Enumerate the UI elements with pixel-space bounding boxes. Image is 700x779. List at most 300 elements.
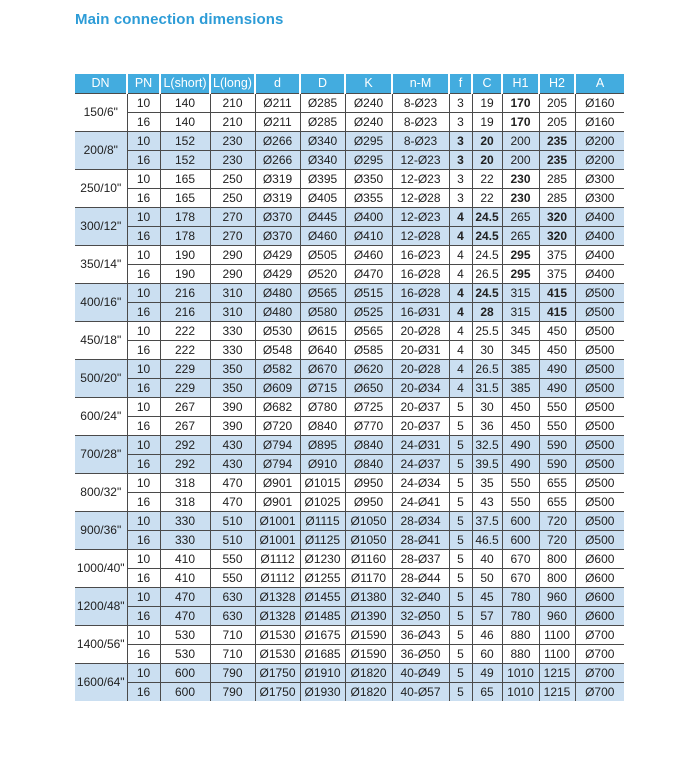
cell-f: 4 <box>449 321 472 340</box>
cell-l-long: 630 <box>210 587 255 606</box>
cell-d: Ø319 <box>255 169 300 188</box>
cell-a: Ø200 <box>575 150 624 169</box>
cell-l-short: 330 <box>160 511 210 530</box>
cell-c: 30 <box>472 397 502 416</box>
cell-f: 4 <box>449 264 472 283</box>
cell-l-short: 530 <box>160 644 210 663</box>
cell-l-short: 267 <box>160 416 210 435</box>
cell-a: Ø500 <box>575 378 624 397</box>
cell-h1: 1010 <box>502 682 539 701</box>
cell-d: Ø901 <box>255 473 300 492</box>
cell-d: Ø285 <box>300 93 345 112</box>
cell-d: Ø1112 <box>255 549 300 568</box>
cell-d: Ø429 <box>255 264 300 283</box>
cell-n-m: 28-Ø41 <box>392 530 449 549</box>
cell-c: 20 <box>472 150 502 169</box>
cell-dn: 800/32" <box>75 473 127 511</box>
table-row <box>75 682 624 701</box>
table-row <box>75 264 624 283</box>
cell-n-m: 32-Ø40 <box>392 587 449 606</box>
cell-h1: 450 <box>502 416 539 435</box>
cell-a: Ø700 <box>575 682 624 701</box>
cell-h1: 315 <box>502 302 539 321</box>
cell-l-long: 290 <box>210 264 255 283</box>
cell-pn: 16 <box>127 302 160 321</box>
cell-l-short: 318 <box>160 473 210 492</box>
cell-d: Ø1001 <box>255 511 300 530</box>
cell-c: 31.5 <box>472 378 502 397</box>
column-header-h1: H1 <box>502 74 539 93</box>
cell-c: 43 <box>472 492 502 511</box>
table-row <box>75 511 624 530</box>
cell-h1: 670 <box>502 568 539 587</box>
cell-a: Ø400 <box>575 226 624 245</box>
cell-d: Ø211 <box>255 93 300 112</box>
cell-pn: 10 <box>127 169 160 188</box>
table-body <box>75 93 624 701</box>
table-row <box>75 321 624 340</box>
cell-pn: 16 <box>127 226 160 245</box>
cell-d: Ø548 <box>255 340 300 359</box>
cell-h1: 230 <box>502 188 539 207</box>
cell-d: Ø480 <box>255 302 300 321</box>
cell-h1: 295 <box>502 264 539 283</box>
cell-k: Ø295 <box>345 150 392 169</box>
column-header-dn: DN <box>75 74 127 93</box>
cell-dn: 600/24" <box>75 397 127 435</box>
cell-h2: 490 <box>539 378 575 397</box>
cell-a: Ø500 <box>575 397 624 416</box>
cell-n-m: 20-Ø28 <box>392 321 449 340</box>
table-row <box>75 644 624 663</box>
cell-f: 3 <box>449 150 472 169</box>
cell-l-long: 290 <box>210 245 255 264</box>
connection-dimensions-table <box>75 74 624 701</box>
table-row <box>75 93 624 112</box>
table-row <box>75 283 624 302</box>
cell-pn: 16 <box>127 492 160 511</box>
cell-dn: 1000/40" <box>75 549 127 587</box>
cell-c: 40 <box>472 549 502 568</box>
cell-k: Ø1390 <box>345 606 392 625</box>
cell-h2: 205 <box>539 112 575 131</box>
cell-n-m: 8-Ø23 <box>392 112 449 131</box>
cell-a: Ø300 <box>575 188 624 207</box>
cell-h2: 375 <box>539 264 575 283</box>
cell-f: 5 <box>449 435 472 454</box>
cell-d: Ø609 <box>255 378 300 397</box>
cell-k: Ø350 <box>345 169 392 188</box>
cell-n-m: 20-Ø31 <box>392 340 449 359</box>
cell-k: Ø470 <box>345 264 392 283</box>
table-row <box>75 302 624 321</box>
cell-pn: 10 <box>127 511 160 530</box>
cell-n-m: 28-Ø44 <box>392 568 449 587</box>
cell-n-m: 12-Ø23 <box>392 169 449 188</box>
cell-k: Ø840 <box>345 454 392 473</box>
cell-l-long: 390 <box>210 416 255 435</box>
cell-f: 5 <box>449 397 472 416</box>
cell-f: 5 <box>449 587 472 606</box>
cell-f: 5 <box>449 682 472 701</box>
cell-a: Ø500 <box>575 473 624 492</box>
cell-d: Ø1530 <box>255 625 300 644</box>
cell-c: 39.5 <box>472 454 502 473</box>
column-header-pn: PN <box>127 74 160 93</box>
table-row <box>75 549 624 568</box>
table-row <box>75 568 624 587</box>
column-header-l-short: L(short) <box>160 74 210 93</box>
cell-l-long: 310 <box>210 283 255 302</box>
cell-c: 22 <box>472 169 502 188</box>
cell-d: Ø370 <box>255 226 300 245</box>
cell-d: Ø840 <box>300 416 345 435</box>
table-row <box>75 169 624 188</box>
cell-k: Ø725 <box>345 397 392 416</box>
cell-h1: 200 <box>502 131 539 150</box>
cell-f: 4 <box>449 378 472 397</box>
cell-a: Ø500 <box>575 511 624 530</box>
cell-n-m: 16-Ø23 <box>392 245 449 264</box>
cell-l-short: 267 <box>160 397 210 416</box>
cell-h2: 415 <box>539 283 575 302</box>
cell-d: Ø1112 <box>255 568 300 587</box>
column-header-k: K <box>345 74 392 93</box>
cell-c: 30 <box>472 340 502 359</box>
cell-dn: 700/28" <box>75 435 127 473</box>
cell-h1: 670 <box>502 549 539 568</box>
cell-dn: 150/6" <box>75 93 127 131</box>
cell-k: Ø515 <box>345 283 392 302</box>
cell-h2: 450 <box>539 321 575 340</box>
cell-l-long: 510 <box>210 511 255 530</box>
cell-n-m: 36-Ø50 <box>392 644 449 663</box>
cell-h2: 590 <box>539 454 575 473</box>
table-row <box>75 378 624 397</box>
cell-c: 37.5 <box>472 511 502 530</box>
cell-l-long: 230 <box>210 150 255 169</box>
cell-a: Ø700 <box>575 625 624 644</box>
cell-l-short: 178 <box>160 207 210 226</box>
cell-l-short: 190 <box>160 264 210 283</box>
cell-h2: 490 <box>539 359 575 378</box>
cell-l-long: 430 <box>210 454 255 473</box>
cell-h1: 880 <box>502 625 539 644</box>
cell-pn: 10 <box>127 549 160 568</box>
cell-l-long: 250 <box>210 188 255 207</box>
cell-h1: 345 <box>502 321 539 340</box>
cell-n-m: 16-Ø28 <box>392 283 449 302</box>
cell-h1: 600 <box>502 511 539 530</box>
cell-n-m: 16-Ø28 <box>392 264 449 283</box>
table-header <box>75 74 624 93</box>
cell-d: Ø505 <box>300 245 345 264</box>
cell-l-short: 140 <box>160 93 210 112</box>
cell-h1: 1010 <box>502 663 539 682</box>
cell-d: Ø682 <box>255 397 300 416</box>
table-row <box>75 435 624 454</box>
cell-f: 5 <box>449 511 472 530</box>
cell-l-long: 310 <box>210 302 255 321</box>
cell-pn: 10 <box>127 473 160 492</box>
cell-d: Ø340 <box>300 150 345 169</box>
cell-h2: 550 <box>539 397 575 416</box>
cell-d: Ø460 <box>300 226 345 245</box>
table-row <box>75 150 624 169</box>
cell-a: Ø400 <box>575 207 624 226</box>
cell-d: Ø530 <box>255 321 300 340</box>
cell-pn: 16 <box>127 150 160 169</box>
cell-d: Ø285 <box>300 112 345 131</box>
cell-d: Ø211 <box>255 112 300 131</box>
cell-l-short: 292 <box>160 454 210 473</box>
cell-a: Ø500 <box>575 530 624 549</box>
table-row <box>75 492 624 511</box>
cell-dn: 500/20" <box>75 359 127 397</box>
cell-k: Ø400 <box>345 207 392 226</box>
cell-h2: 450 <box>539 340 575 359</box>
cell-n-m: 16-Ø31 <box>392 302 449 321</box>
cell-l-long: 390 <box>210 397 255 416</box>
cell-f: 5 <box>449 454 472 473</box>
cell-n-m: 32-Ø50 <box>392 606 449 625</box>
cell-h1: 265 <box>502 226 539 245</box>
cell-h1: 345 <box>502 340 539 359</box>
cell-k: Ø240 <box>345 112 392 131</box>
table-row <box>75 226 624 245</box>
cell-l-long: 710 <box>210 644 255 663</box>
cell-c: 65 <box>472 682 502 701</box>
column-header-d: d <box>255 74 300 93</box>
cell-h2: 285 <box>539 169 575 188</box>
cell-d: Ø1015 <box>300 473 345 492</box>
table-row <box>75 625 624 644</box>
cell-k: Ø1820 <box>345 682 392 701</box>
cell-f: 3 <box>449 169 472 188</box>
cell-c: 24.5 <box>472 226 502 245</box>
cell-l-long: 330 <box>210 340 255 359</box>
cell-l-short: 190 <box>160 245 210 264</box>
cell-h1: 170 <box>502 112 539 131</box>
column-header-l-long: L(long) <box>210 74 255 93</box>
cell-f: 4 <box>449 283 472 302</box>
cell-pn: 10 <box>127 663 160 682</box>
cell-h2: 320 <box>539 226 575 245</box>
cell-f: 4 <box>449 226 472 245</box>
cell-k: Ø460 <box>345 245 392 264</box>
cell-d: Ø266 <box>255 150 300 169</box>
cell-h1: 295 <box>502 245 539 264</box>
cell-d: Ø1930 <box>300 682 345 701</box>
cell-k: Ø1050 <box>345 530 392 549</box>
cell-dn: 900/36" <box>75 511 127 549</box>
cell-h1: 880 <box>502 644 539 663</box>
cell-d: Ø1685 <box>300 644 345 663</box>
cell-d: Ø480 <box>255 283 300 302</box>
cell-l-long: 550 <box>210 568 255 587</box>
cell-d: Ø1750 <box>255 663 300 682</box>
cell-l-short: 600 <box>160 682 210 701</box>
cell-l-short: 222 <box>160 340 210 359</box>
cell-pn: 16 <box>127 682 160 701</box>
cell-c: 26.5 <box>472 359 502 378</box>
cell-pn: 16 <box>127 568 160 587</box>
cell-h1: 450 <box>502 397 539 416</box>
cell-l-short: 600 <box>160 663 210 682</box>
cell-h1: 490 <box>502 454 539 473</box>
cell-n-m: 24-Ø41 <box>392 492 449 511</box>
cell-d: Ø1230 <box>300 549 345 568</box>
cell-l-short: 140 <box>160 112 210 131</box>
cell-dn: 450/18" <box>75 321 127 359</box>
cell-k: Ø1380 <box>345 587 392 606</box>
cell-l-short: 530 <box>160 625 210 644</box>
cell-l-long: 630 <box>210 606 255 625</box>
table-row <box>75 359 624 378</box>
cell-l-short: 470 <box>160 587 210 606</box>
cell-c: 24.5 <box>472 207 502 226</box>
column-header-f: f <box>449 74 472 93</box>
cell-h2: 655 <box>539 492 575 511</box>
cell-l-long: 790 <box>210 682 255 701</box>
cell-h2: 320 <box>539 207 575 226</box>
cell-l-long: 270 <box>210 226 255 245</box>
cell-n-m: 24-Ø31 <box>392 435 449 454</box>
cell-pn: 10 <box>127 321 160 340</box>
cell-n-m: 12-Ø28 <box>392 188 449 207</box>
cell-l-long: 250 <box>210 169 255 188</box>
cell-d: Ø565 <box>300 283 345 302</box>
cell-c: 60 <box>472 644 502 663</box>
cell-pn: 10 <box>127 587 160 606</box>
cell-h1: 200 <box>502 150 539 169</box>
cell-dn: 250/10" <box>75 169 127 207</box>
cell-c: 20 <box>472 131 502 150</box>
cell-d: Ø1675 <box>300 625 345 644</box>
cell-dn: 1200/48" <box>75 587 127 625</box>
column-header-h2: H2 <box>539 74 575 93</box>
cell-f: 3 <box>449 131 472 150</box>
cell-h2: 720 <box>539 511 575 530</box>
cell-h2: 235 <box>539 150 575 169</box>
cell-n-m: 28-Ø34 <box>392 511 449 530</box>
cell-d: Ø429 <box>255 245 300 264</box>
cell-d: Ø266 <box>255 131 300 150</box>
cell-pn: 10 <box>127 93 160 112</box>
cell-n-m: 8-Ø23 <box>392 93 449 112</box>
cell-h2: 800 <box>539 549 575 568</box>
cell-k: Ø525 <box>345 302 392 321</box>
table-row <box>75 587 624 606</box>
cell-pn: 16 <box>127 264 160 283</box>
cell-h1: 265 <box>502 207 539 226</box>
cell-pn: 10 <box>127 397 160 416</box>
table-row <box>75 340 624 359</box>
cell-l-long: 790 <box>210 663 255 682</box>
cell-pn: 10 <box>127 245 160 264</box>
cell-h2: 720 <box>539 530 575 549</box>
cell-n-m: 24-Ø34 <box>392 473 449 492</box>
cell-d: Ø1455 <box>300 587 345 606</box>
cell-l-long: 550 <box>210 549 255 568</box>
cell-pn: 16 <box>127 340 160 359</box>
cell-h1: 550 <box>502 473 539 492</box>
cell-n-m: 20-Ø37 <box>392 416 449 435</box>
cell-a: Ø160 <box>575 93 624 112</box>
cell-k: Ø620 <box>345 359 392 378</box>
cell-dn: 1600/64" <box>75 663 127 701</box>
cell-d: Ø910 <box>300 454 345 473</box>
cell-k: Ø650 <box>345 378 392 397</box>
cell-h2: 375 <box>539 245 575 264</box>
cell-d: Ø794 <box>255 435 300 454</box>
cell-pn: 10 <box>127 131 160 150</box>
cell-pn: 16 <box>127 112 160 131</box>
cell-pn: 10 <box>127 435 160 454</box>
table-row <box>75 473 624 492</box>
cell-f: 5 <box>449 606 472 625</box>
cell-h2: 285 <box>539 188 575 207</box>
cell-f: 5 <box>449 530 472 549</box>
cell-f: 3 <box>449 188 472 207</box>
cell-l-short: 470 <box>160 606 210 625</box>
cell-k: Ø1590 <box>345 625 392 644</box>
cell-a: Ø500 <box>575 492 624 511</box>
cell-k: Ø950 <box>345 473 392 492</box>
cell-d: Ø319 <box>255 188 300 207</box>
cell-pn: 10 <box>127 283 160 302</box>
cell-c: 36 <box>472 416 502 435</box>
cell-c: 35 <box>472 473 502 492</box>
cell-l-long: 350 <box>210 378 255 397</box>
cell-h1: 490 <box>502 435 539 454</box>
cell-h1: 780 <box>502 606 539 625</box>
cell-f: 5 <box>449 492 472 511</box>
cell-l-long: 350 <box>210 359 255 378</box>
cell-h2: 235 <box>539 131 575 150</box>
cell-a: Ø500 <box>575 435 624 454</box>
cell-c: 22 <box>472 188 502 207</box>
cell-a: Ø500 <box>575 454 624 473</box>
cell-d: Ø582 <box>255 359 300 378</box>
cell-d: Ø1750 <box>255 682 300 701</box>
cell-k: Ø1050 <box>345 511 392 530</box>
cell-h2: 800 <box>539 568 575 587</box>
cell-h2: 1215 <box>539 663 575 682</box>
cell-h2: 1215 <box>539 682 575 701</box>
cell-l-long: 330 <box>210 321 255 340</box>
cell-a: Ø160 <box>575 112 624 131</box>
cell-h1: 385 <box>502 359 539 378</box>
cell-f: 5 <box>449 473 472 492</box>
table-row <box>75 245 624 264</box>
header-row <box>75 74 624 93</box>
cell-d: Ø395 <box>300 169 345 188</box>
cell-n-m: 12-Ø23 <box>392 207 449 226</box>
cell-a: Ø500 <box>575 302 624 321</box>
cell-f: 4 <box>449 340 472 359</box>
cell-l-short: 165 <box>160 169 210 188</box>
cell-c: 50 <box>472 568 502 587</box>
cell-l-short: 222 <box>160 321 210 340</box>
cell-d: Ø445 <box>300 207 345 226</box>
cell-f: 5 <box>449 644 472 663</box>
cell-c: 24.5 <box>472 245 502 264</box>
cell-d: Ø1530 <box>255 644 300 663</box>
cell-d: Ø1001 <box>255 530 300 549</box>
cell-k: Ø840 <box>345 435 392 454</box>
column-header-c: C <box>472 74 502 93</box>
